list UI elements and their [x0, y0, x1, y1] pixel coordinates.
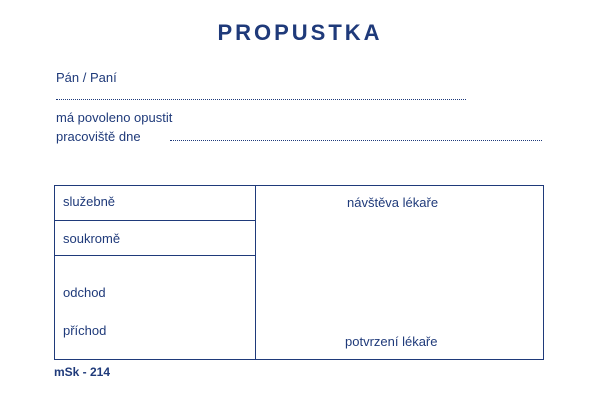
table-divider-row-1: [54, 220, 255, 221]
option-private[interactable]: soukromě: [63, 231, 121, 246]
name-dotted-line[interactable]: [56, 99, 466, 100]
table-divider-row-2: [54, 255, 255, 256]
departure-label: odchod: [63, 285, 106, 300]
form-code: mSk - 214: [54, 365, 111, 379]
arrival-label: příchod: [63, 323, 107, 338]
date-dotted-line[interactable]: [170, 140, 542, 141]
table-divider-vertical: [255, 185, 256, 360]
name-label: Pán / Paní: [56, 70, 117, 85]
permission-label: má povoleno opustit: [56, 110, 173, 125]
page-title: PROPUSTKA: [217, 20, 383, 45]
doctor-visit-label: návštěva lékaře: [347, 195, 439, 210]
date-label: pracoviště dne: [56, 129, 141, 144]
doctor-confirmation-label: potvrzení lékaře: [345, 334, 438, 349]
option-business[interactable]: služebně: [63, 194, 116, 209]
pass-table: [54, 185, 544, 360]
